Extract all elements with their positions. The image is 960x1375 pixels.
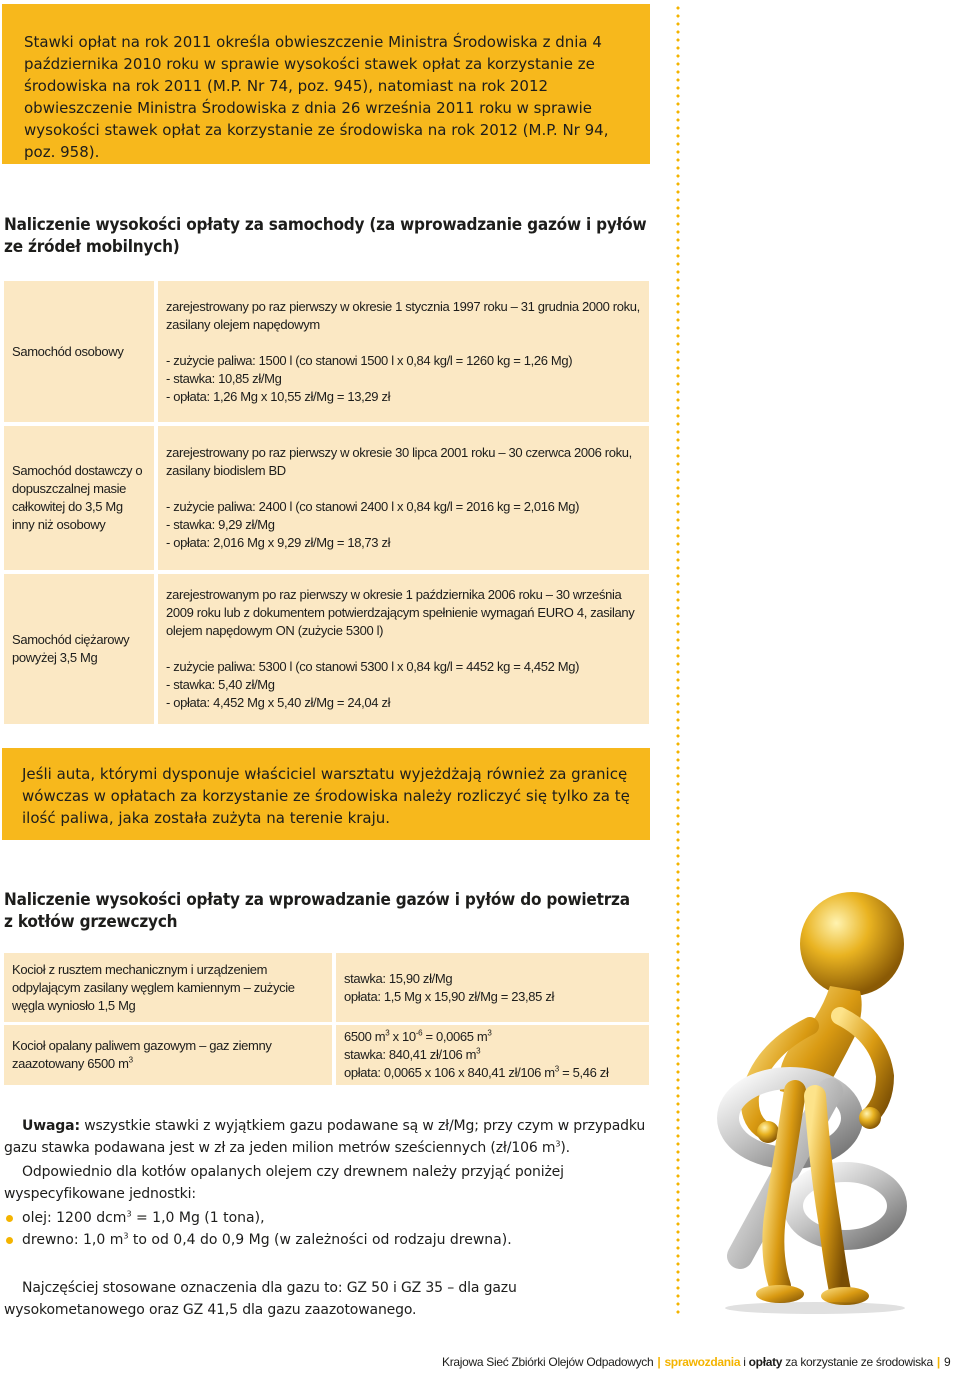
registration-1: zarejestrowany po raz pierwszy w okresie 1 stycznia 1997 roku – 31 grudnia 2000 roku, zasilany olejem napędowym <box>166 298 640 332</box>
boiler-desc-2: Kocioł opalany paliwem gazowym – gaz ziemny zaazotowany 6500 $m^3$ <box>12 1038 272 1071</box>
footer-org: Krajowa Sieć Zbiórki Olejów Odpadowych <box>442 1355 654 1369</box>
registration-2: zarejestrowany po raz pierwszy w okresie 30 lipca 2001 roku – 30 czerwca 2006 roku, zasilany biodislem BD <box>166 445 632 478</box>
fee-2: - opłata: 2,016 Mg x 9,29 zł/Mg = 18,73 zł <box>166 535 391 550</box>
section2-heading <box>4 889 664 933</box>
intro-text: Stawki opłat na rok 2011 określa obwieszczenie Ministra Środowiska z dnia 4 października 2010 roku w sprawie wysokości stawek opłat za korzystanie ze środowiska na rok 2011 (M.P. Nr 74, poz. 945), natomiast na rok 2012 obwieszczenie Ministra Środowiska z dnia 26 września 2011 roku w sprawie wysokości stawek opłat za korzystanie ze środowiska na rok 2012 (M.P. Nr 94, poz. 958). <box>24 33 609 161</box>
section1-heading-line2: ze źródeł mobilnych) <box>4 237 180 257</box>
fuel-use-2: - zużycie paliwa: 2400 l (co stanowi 2400 l x 0,84 kg/l = 2016 kg = 2,016 Mg) <box>166 499 580 514</box>
fuel-use-3: - zużycie paliwa: 5300 l (co stanowi 5300 l x 0,84 kg/l = 4452 kg = 4,452 Mg) <box>166 659 580 674</box>
uwaga-note: Uwaga: wszystkie stawki z wyjątkiem gazu podawane są w zł/Mg; przy czym w przypadku gazu stawka podawana jest w zł za jeden milion metrów sześciennych (zł/106 $m^3$). <box>4 1118 646 1156</box>
calc-cell-3 <box>158 574 649 724</box>
units-intro: Odpowiednio dla kotłów opalanych olejem czy drewnem należy przyjąć poniżej wyspecyfikowane jednostki: <box>4 1164 564 1202</box>
vehicle-cell-1 <box>4 281 154 422</box>
fee-3: - opłata: 4,452 Mg x 5,40 zł/Mg = 24,04 zł <box>166 695 391 710</box>
rate-3: - stawka: 5,40 zł/Mg <box>166 677 275 692</box>
vehicle-name-1: Samochód osobowy <box>12 343 124 359</box>
vehicle-name-3: Samochód ciężarowy powyżej 3,5 Mg <box>12 632 130 665</box>
section2-heading-line1: Naliczenie wysokości opłaty za wprowadzanie gazów i pyłów do powietrza <box>4 890 630 910</box>
vehicle-name-2: Samochód dostawczy o dopuszczalnej masie całkowitej do 3,5 Mg inny niż osobowy <box>12 463 143 532</box>
page-footer: Krajowa Sieć Zbiórki Olejów Odpadowych | sprawozdania i opłaty za korzystanie ze środowiska | 9 <box>442 1355 951 1369</box>
vehicle-cell-3 <box>4 574 154 724</box>
boiler-desc-1: Kocioł z rusztem mechanicznym i urządzeniem odpylającym zasilany węglem kamiennym – zużycie węgla wyniosło 1,5 Mg <box>12 961 295 1013</box>
rate-1: - stawka: 10,85 zł/Mg <box>166 370 282 386</box>
abroad-note-text: Jeśli auta, którymi dysponuje właściciel warsztatu wyjeżdżają również za granicę wówczas w opłatach za korzystanie ze środowiska należy rozliczyć się tylko za tę ilość paliwa, jaka została zużyta na terenie kraju. <box>22 765 630 827</box>
boiler-volume-calc: 6500 $m^3$ x $10^{-6} = 0,0065$ $m^3$ <box>344 1028 492 1044</box>
page-number: 9 <box>943 1355 951 1369</box>
units-list <box>4 1207 654 1251</box>
fuel-use-1: - zużycie paliwa: 1500 l (co stanowi 1500 l x 0,84 kg/l = 1260 kg = 1,26 Mg) <box>166 352 573 368</box>
list-item: drewno: 1,0 $m^3$ to od 0,4 do 0,9 Mg (w zależności od rodzaju drewna). <box>4 1229 654 1251</box>
calc-cell-1 <box>158 281 649 422</box>
vehicle-cell-2 <box>4 426 154 570</box>
footer-highlight: sprawozdania <box>664 1355 741 1369</box>
boiler-fee-2: opłata: 0,0065 x 106 x 840,41 zł/106 $m^3 = 5,46$ zł <box>344 1064 609 1080</box>
boiler-calc-cell-2 <box>336 1025 649 1085</box>
boiler-rate-1: stawka: 15,90 zł/Mg <box>344 970 453 986</box>
rate-2: - stawka: 9,29 zł/Mg <box>166 517 275 532</box>
boiler-cell-1 <box>4 953 332 1022</box>
abroad-note-box <box>2 748 650 840</box>
section2-heading-line2: z kotłów grzewczych <box>4 912 178 932</box>
boiler-calc-cell-1 <box>336 953 649 1022</box>
intro-info-box <box>2 4 650 164</box>
fee-1: - opłata: 1,26 Mg x 10,55 zł/Mg = 13,29 zł <box>166 388 391 404</box>
boiler-cell-2 <box>4 1025 332 1085</box>
section1-heading <box>4 214 664 258</box>
list-item: olej: 1200 dcm$^3$ = 1,0 Mg (1 tona), <box>4 1207 654 1229</box>
section1-heading-line1: Naliczenie wysokości opłaty za samochody (za wprowadzanie gazów i pyłów <box>4 215 647 235</box>
boiler-rate-2: stawka: 840,41 zł/106 $m^3$ <box>344 1046 481 1062</box>
boiler-fee-1: opłata: 1,5 Mg x 15,90 zł/Mg = 23,85 zł <box>344 988 555 1004</box>
golden-figure-percent-icon <box>680 886 950 1316</box>
registration-3: zarejestrowanym po raz pierwszy w okresie 1 października 2006 roku – 30 września 2009 roku lub z dokumentem potwierdzającym spełnienie wymagań EURO 4, zasilany olejem napędowym ON (zużycie 5300 l) <box>166 587 635 638</box>
calc-cell-2 <box>158 426 649 570</box>
gas-designations-note: Najczęściej stosowane oznaczenia dla gazu to: GZ 50 i GZ 35 – dla gazu wysokometanowego oraz GZ 41,5 dla gazu zaazotowanego. <box>4 1280 517 1318</box>
uwaga-label: Uwaga: <box>22 1118 80 1134</box>
